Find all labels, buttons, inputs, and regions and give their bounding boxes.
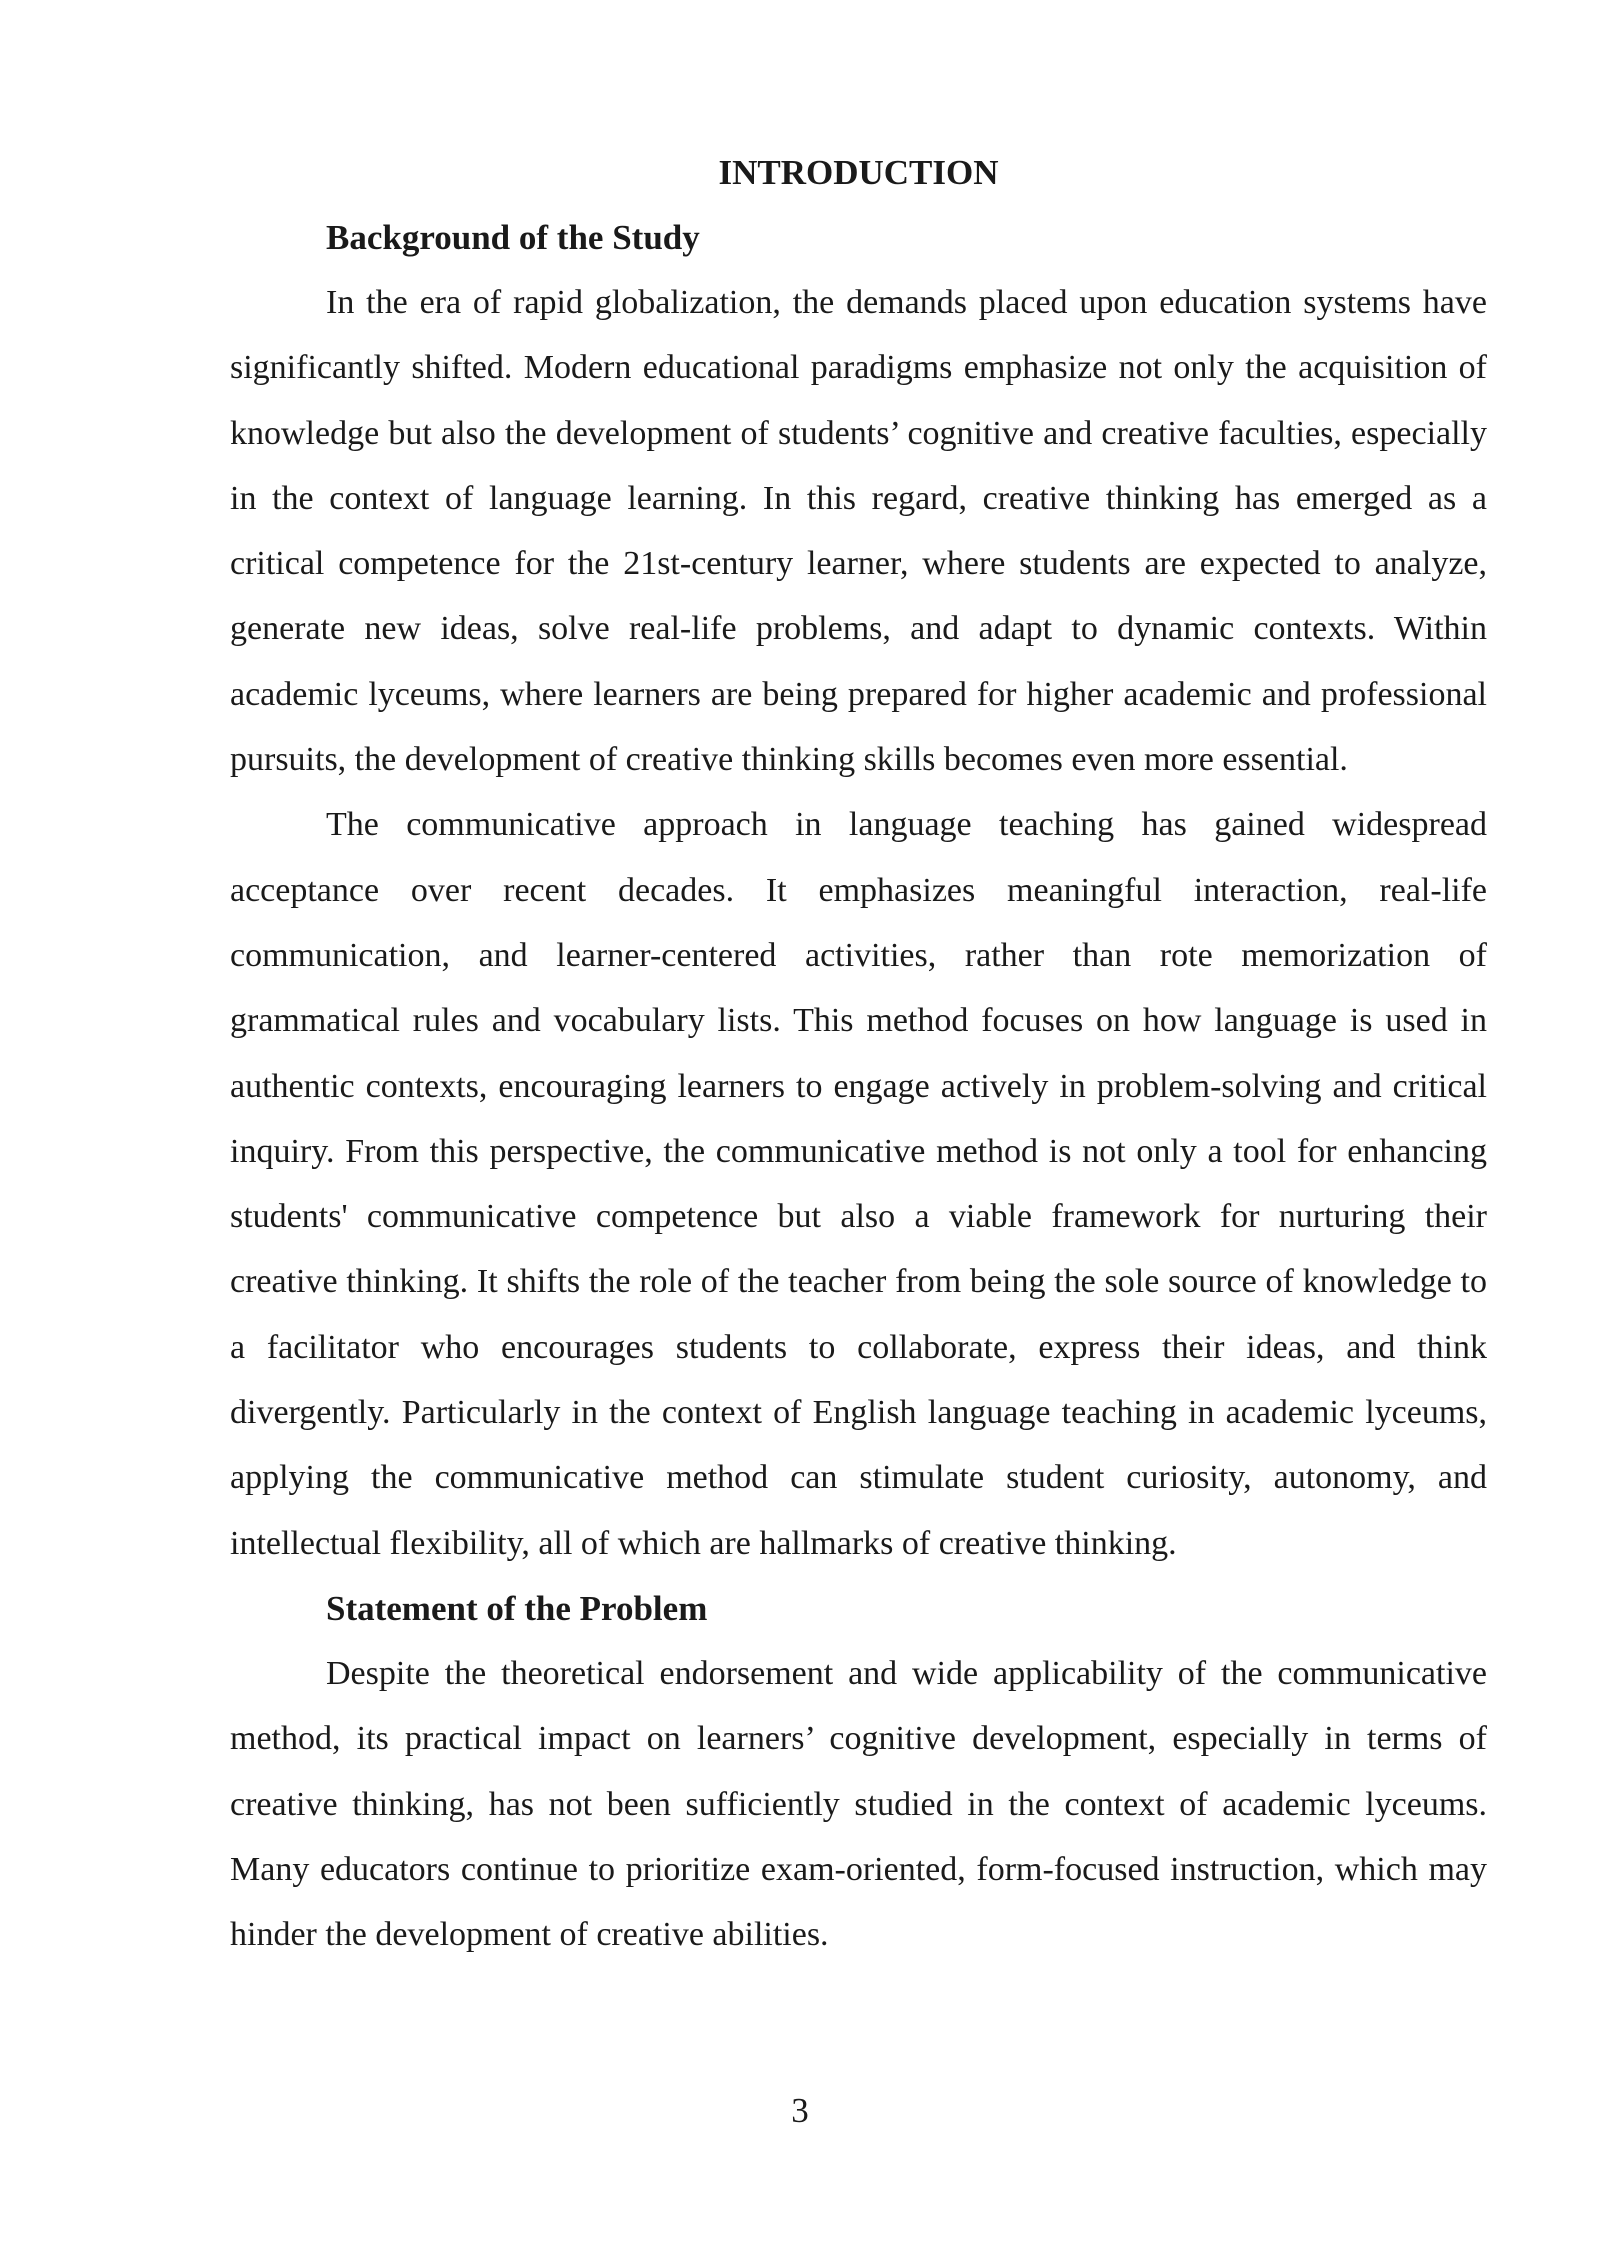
paragraph: Despite the theoretical endorsement and wide applicability of the communicative method, its practical impact on learners’ cognitive development, especially in terms of creative thinking, has not been sufficiently studied in the context of academic lyceums. Many educators continue to prioritize exam-oriented, form-focused instruction, which may hinder the development of creative abilities. — [230, 1654, 1487, 1954]
page-number: 3 — [791, 2091, 809, 2130]
chapter-title: INTRODUCTION — [718, 153, 999, 192]
section-heading-background: Background of the Study — [326, 218, 700, 257]
paragraph: In the era of rapid globalization, the demands placed upon education systems have significantly shifted. Modern educational paradigms emphasize not only the acquisition of knowledge but also the development of students’ cognitive and creative faculties, especially in the context of language learning. In this regard, creative thinking has emerged as a critical competence for the 21st-century learner, where students are expected to analyze, generate new ideas, solve real-life problems, and adapt to dynamic contexts. Within academic lyceums, where learners are being prepared for higher academic and professional pursuits, the development of creative thinking skills becomes even more essential. — [230, 284, 1487, 779]
section-heading-problem: Statement of the Problem — [326, 1588, 708, 1628]
paragraph: The communicative approach in language teaching has gained widespread acceptance over recent decades. It emphasizes meaningful interaction, real-life communication, and learner-centered activities, rather than rote memorization of grammatical rules and vocabulary lists. This method focuses on how language is used in authentic contexts, encouraging learners to engage actively in problem-solving and critical inquiry. From this perspective, the communicative method is not only a tool for enhancing students' communicative competence but also a viable framework for nurturing their creative thinking. It shifts the role of the teacher from being the sole source of knowledge to a facilitator who encourages students to collaborate, express their ideas, and think divergently. Particularly in the context of English language teaching in academic lyceums, applying the communicative method can stimulate student curiosity, autonomy, and intellectual flexibility, all of which are hallmarks of creative thinking. — [230, 806, 1487, 1562]
page-body — [230, 140, 1487, 1967]
